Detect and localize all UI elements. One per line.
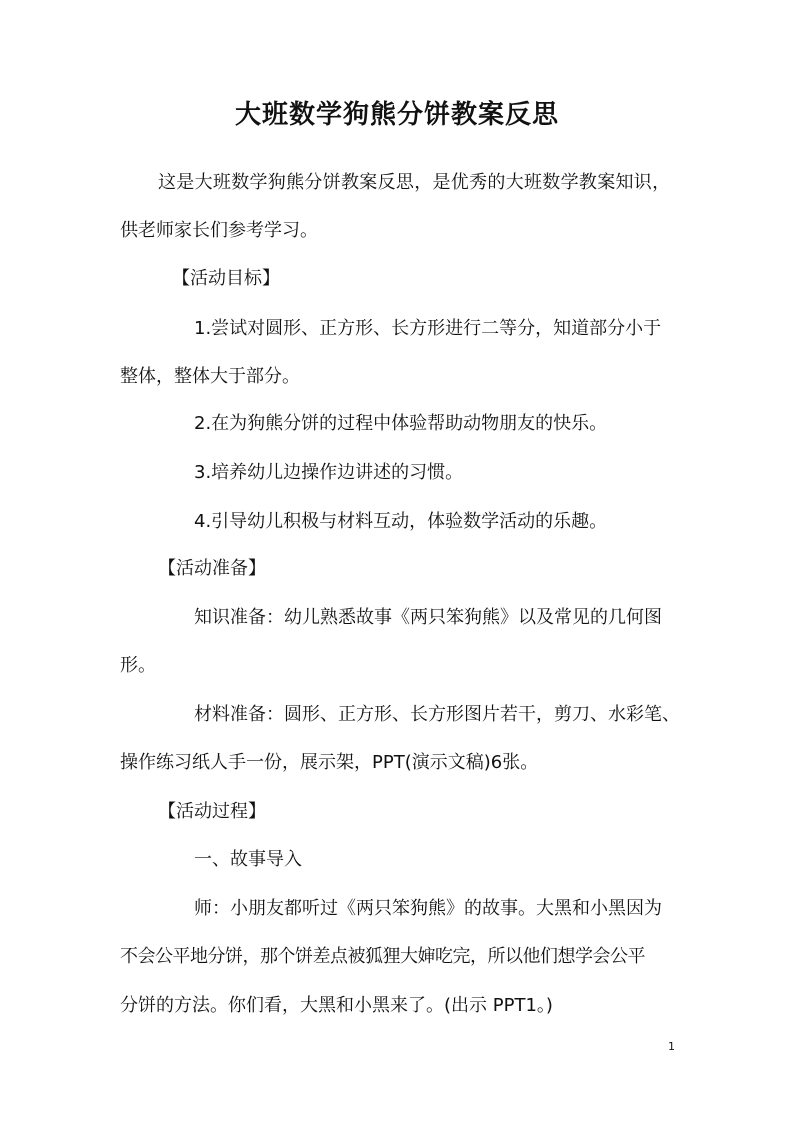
page-number: 1 — [668, 1040, 675, 1053]
knowledge-prep-line-2: 形。 — [120, 655, 156, 676]
goal-1-line-2: 整体，整体大于部分。 — [120, 366, 300, 387]
section-heading-goals: 【活动目标】 — [172, 268, 280, 289]
material-prep-line-1: 材料准备：圆形、正方形、长方形图片若干，剪刀、水彩笔、 — [194, 704, 680, 725]
goal-1-line-1: 1.尝试对圆形、正方形、长方形进行二等分，知道部分小于 — [194, 318, 662, 339]
intro-line-2: 供老师家长们参考学习。 — [120, 220, 318, 241]
teacher-line-3: 分饼的方法。你们看，大黑和小黑来了。(出示 PPT1。) — [120, 995, 553, 1016]
teacher-line-2: 不会公平地分饼，那个饼差点被狐狸大婶吃完，所以他们想学会公平 — [120, 946, 645, 967]
teacher-line-1: 师：小朋友都听过《两只笨狗熊》的故事。大黑和小黑因为 — [194, 898, 662, 919]
section-heading-preparation: 【活动准备】 — [158, 558, 266, 579]
goal-3: 3.培养幼儿边操作边讲述的习惯。 — [194, 462, 464, 483]
document-title: 大班数学狗熊分饼教案反思 — [234, 100, 559, 130]
intro-line-1: 这是大班数学狗熊分饼教案反思，是优秀的大班数学教案知识， — [158, 172, 671, 193]
goal-4: 4.引导幼儿积极与材料互动，体验数学活动的乐趣。 — [194, 511, 608, 532]
section-heading-process: 【活动过程】 — [158, 801, 266, 822]
step-1-heading: 一、故事导入 — [194, 849, 302, 870]
knowledge-prep-line-1: 知识准备：幼儿熟悉故事《两只笨狗熊》以及常见的几何图 — [194, 607, 662, 628]
material-prep-line-2: 操作练习纸人手一份，展示架，PPT(演示文稿)6张。 — [120, 752, 539, 773]
goal-2: 2.在为狗熊分饼的过程中体验帮助动物朋友的快乐。 — [194, 413, 608, 434]
